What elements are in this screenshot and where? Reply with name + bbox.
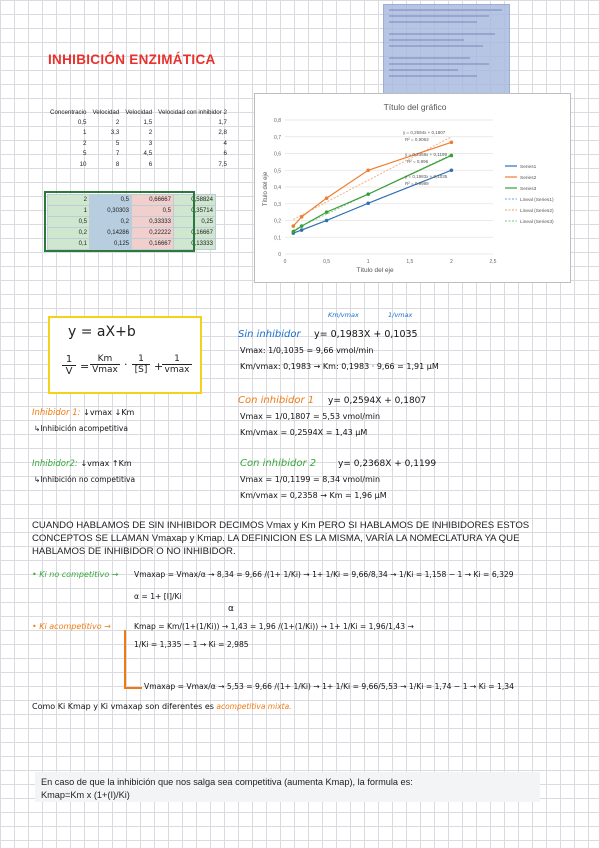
table-row bbox=[47, 128, 230, 139]
table-cell: 5 bbox=[115, 139, 120, 147]
table-cell[interactable]: 1 bbox=[48, 206, 90, 217]
competitive-note-line1: En caso de que la inhibición que nos salga sea competitiva (aumenta Kmap), la formula es: bbox=[41, 777, 413, 787]
table-cell: 4,5 bbox=[143, 150, 153, 158]
data-point bbox=[325, 219, 329, 223]
table-row bbox=[47, 117, 230, 128]
frac-num: 1 bbox=[65, 354, 73, 365]
table-cell[interactable]: 0,33333 bbox=[132, 217, 174, 228]
y-tick-label: 0,3 bbox=[274, 201, 281, 208]
inhibidor2-text: ↓vmax ↑Km bbox=[80, 459, 132, 468]
x-tick-label: 2,5 bbox=[489, 259, 497, 265]
frac-den: vmax bbox=[162, 364, 192, 375]
table-cell: 0,5 bbox=[77, 118, 87, 126]
annotation-top: Km/vmax bbox=[328, 311, 359, 319]
data-point bbox=[325, 210, 329, 214]
x-tick-label: 0 bbox=[283, 259, 287, 265]
competitive-note-line2: Kmap=Km x (1+(I)/Ki) bbox=[41, 790, 130, 800]
con-inhibidor2-equation: y= 0,2368X + 0,1199 bbox=[338, 459, 437, 469]
table-header: Concentracio bbox=[50, 109, 87, 116]
trendline-equation: y = 0,2368x + 0,1199 bbox=[405, 152, 447, 157]
formula-box bbox=[48, 316, 202, 394]
inhibidor1-label: Inhibidor 1: bbox=[32, 408, 81, 418]
table-row bbox=[47, 149, 230, 160]
inhibidor2-label: Inhibidor2: bbox=[32, 459, 78, 469]
con-inhibidor1-label: Con inhibidor 1 bbox=[238, 395, 315, 406]
y-tick-label: 0,7 bbox=[274, 134, 281, 141]
sin-inhibidor-vmax: Vmax: 1/0,1035 = 9,66 vmol/min bbox=[240, 346, 374, 355]
table-row bbox=[47, 138, 230, 149]
legend-label: Lineal (Series3) bbox=[520, 220, 554, 225]
data-point bbox=[450, 141, 454, 145]
alpha-mark: α bbox=[228, 604, 234, 614]
trendline-equation: y = 0,2594x + 0,1807 bbox=[403, 130, 446, 135]
x-tick-label: 1,5 bbox=[406, 259, 414, 265]
table-cell[interactable]: 0,14286 bbox=[90, 228, 132, 239]
frac-den: V bbox=[62, 365, 76, 377]
table-cell[interactable]: 2 bbox=[48, 195, 90, 206]
table-cell[interactable]: 0,5 bbox=[48, 217, 90, 228]
plus-sign: + bbox=[154, 360, 164, 373]
conclusion-highlight: acompetitiva mixta. bbox=[216, 702, 292, 711]
table-cell: 8 bbox=[115, 160, 120, 168]
con-inhibidor1-equation: y= 0,2594X + 0,1807 bbox=[328, 396, 427, 406]
table-cell: 2 bbox=[83, 139, 87, 147]
sin-inhibidor-km: Km/vmax: 0,1983 → Km: 0,1983 · 9,66 = 1,91 µM bbox=[240, 362, 439, 371]
x-axis-label: Título del eje bbox=[356, 267, 394, 274]
x-tick-label: 1 bbox=[366, 259, 370, 265]
table-cell: 7,5 bbox=[218, 160, 227, 168]
con-inhibidor1-km: Km/vmax = 0,2594X = 1,43 µM bbox=[240, 428, 368, 437]
table-cell[interactable]: 0,2 bbox=[48, 228, 90, 239]
table-cell[interactable]: 0,5 bbox=[132, 206, 174, 217]
data-point bbox=[292, 224, 296, 228]
x-tick-label: 0,5 bbox=[323, 259, 331, 265]
table-cell[interactable]: 0,2 bbox=[90, 217, 132, 228]
table-cell[interactable]: 0,16667 bbox=[174, 228, 216, 239]
ki-ac-label: • Ki acompetitivo → bbox=[32, 622, 111, 631]
table-row bbox=[48, 217, 216, 228]
table-cell[interactable]: 0,66667 bbox=[132, 195, 174, 206]
data-point bbox=[300, 215, 304, 219]
data-point bbox=[366, 168, 370, 172]
table-header: Velocidad con inhibidor 2 bbox=[158, 109, 227, 116]
y-tick-label: 0,5 bbox=[274, 168, 281, 175]
table-cell: 5 bbox=[83, 150, 87, 158]
legend-label: Series2 bbox=[520, 176, 537, 181]
table-header: Velocidad bbox=[125, 109, 153, 116]
table-cell[interactable]: 0,30303 bbox=[90, 206, 132, 217]
table-row bbox=[48, 195, 216, 206]
reciprocal-table[interactable] bbox=[47, 194, 216, 250]
table-cell: 1,5 bbox=[143, 118, 153, 126]
legend-label: Series3 bbox=[520, 187, 537, 192]
series-line bbox=[293, 170, 451, 233]
table-cell[interactable]: 0,58824 bbox=[174, 195, 216, 206]
linear-equation: y = aX+b bbox=[68, 324, 136, 340]
table-cell: 3,3 bbox=[110, 129, 120, 137]
con-inhibidor1-vmax: Vmax = 1/0,1807 = 5,53 vmol/min bbox=[240, 412, 381, 421]
table-cell: 4 bbox=[223, 139, 227, 147]
data-table bbox=[47, 108, 230, 170]
ki-nc-label: • Ki no competitivo → bbox=[32, 570, 119, 579]
ki-ac-equation-1: Kmap = Km/(1+(1/Ki)) → 1,43 = 1,96 /(1+(1/Ki)) → 1+ 1/Ki = 1,96/1,43 → bbox=[134, 622, 414, 631]
equals-sign: = bbox=[80, 360, 90, 373]
table-cell[interactable]: 0,5 bbox=[90, 195, 132, 206]
inhibidor2-desc: ↳Inhibición no competitiva bbox=[34, 475, 136, 484]
table-row bbox=[48, 239, 216, 250]
table-cell: 6 bbox=[148, 160, 153, 168]
page-title: INHIBICIÓN ENZIMÁTICA bbox=[48, 52, 216, 67]
data-point bbox=[366, 192, 370, 196]
y-tick-label: 0 bbox=[278, 252, 281, 258]
table-cell[interactable]: 0,16667 bbox=[132, 239, 174, 250]
sin-inhibidor-label: Sin inhibidor bbox=[238, 329, 301, 340]
table-cell[interactable]: 0,22222 bbox=[132, 228, 174, 239]
table-cell: 2,8 bbox=[218, 129, 227, 137]
competitive-note-box bbox=[35, 772, 540, 802]
orange-bracket bbox=[124, 630, 142, 689]
y-tick-label: 0,8 bbox=[274, 118, 281, 124]
table-row bbox=[48, 228, 216, 239]
y-tick-label: 0,1 bbox=[274, 235, 281, 242]
trendline-equation: R² = 0,996 bbox=[407, 159, 429, 164]
data-point bbox=[450, 168, 454, 172]
table-cell[interactable]: 0,13333 bbox=[174, 239, 216, 250]
data-point bbox=[366, 201, 370, 205]
pasted-exercise-image bbox=[383, 4, 510, 102]
inhibidor1-desc: ↳Inhibición acompetitiva bbox=[34, 424, 128, 433]
y-axis-label: Título del eje bbox=[263, 171, 269, 207]
chart-svg bbox=[255, 94, 570, 282]
ki-ac-equation-1b: 1/Ki = 1,335 − 1 → Ki = 2,985 bbox=[134, 640, 249, 649]
table-cell: 7 bbox=[115, 150, 120, 158]
table-cell[interactable]: 0,35714 bbox=[174, 206, 216, 217]
explanation-paragraph: CUANDO HABLAMOS DE SIN INHIBIDOR DECIMOS Vmax y Km PERO SI HABLAMOS DE INHIBIDORES ESTOS CONCEPTOS SE LLAMAN Vmaxap y Kmap. LA DEFINICION ES LA MISMA, VARÍA LA NOMECLATURA YA QUE HABLAMOS DE INHIBIDOR O NO INHIBIDOR. bbox=[32, 520, 530, 557]
trendline-equation: R² = 0,9063 bbox=[405, 137, 429, 142]
table-cell: 3 bbox=[148, 139, 153, 147]
con-inhibidor2-km: Km/vmax = 0,2358 → Km = 1,96 µM bbox=[240, 491, 387, 500]
data-point bbox=[325, 196, 329, 200]
table-header: Velocidad bbox=[92, 109, 120, 116]
y-tick-label: 0,6 bbox=[274, 151, 281, 158]
data-point bbox=[300, 228, 304, 232]
chart-title: Título del gráfico bbox=[383, 102, 447, 112]
legend-label: Series1 bbox=[520, 165, 537, 170]
trendline-equation: R² = 0,9989 bbox=[405, 181, 429, 186]
table-cell: 10 bbox=[79, 160, 87, 168]
chart-container[interactable] bbox=[254, 93, 571, 283]
table-cell[interactable]: 0,125 bbox=[90, 239, 132, 250]
data-point bbox=[292, 230, 296, 234]
dot: · bbox=[124, 358, 128, 371]
x-tick-label: 2 bbox=[450, 259, 453, 265]
table-cell: 1 bbox=[83, 129, 87, 137]
con-inhibidor2-vmax: Vmax = 1/0,1199 = 8,34 vmol/min bbox=[240, 475, 381, 484]
frac-den: Vmax bbox=[90, 364, 120, 375]
table-cell: 2 bbox=[148, 129, 153, 137]
sin-inhibidor-equation: y= 0,1983X + 0,1035 bbox=[314, 329, 418, 340]
inhibidor1-text: ↓vmax ↓Km bbox=[83, 408, 135, 417]
conclusion-text: Como Ki Kmap y Ki vmaxap son diferentes es bbox=[32, 702, 214, 711]
table-row bbox=[48, 206, 216, 217]
trendline-equation: y = 0,1983x + 0,1035 bbox=[405, 174, 448, 179]
frac-den: [S] bbox=[132, 364, 150, 375]
frac-num: 1 bbox=[174, 354, 180, 364]
y-tick-label: 0,2 bbox=[274, 218, 281, 225]
table-row bbox=[47, 159, 230, 170]
y-tick-label: 0,4 bbox=[274, 185, 281, 191]
data-point bbox=[450, 154, 454, 158]
table-cell[interactable]: 0,25 bbox=[174, 217, 216, 228]
annotation-top: 1/vmax bbox=[388, 311, 413, 319]
frac-num: 1 bbox=[138, 354, 144, 364]
ki-ac-equation-2: Vmaxap = Vmax/α → 5,53 = 9,66 /(1+ 1/Ki) → 1+ 1/Ki = 9,66/5,53 → 1/Ki = 1,74 − 1 → Ki = 1,34 bbox=[144, 682, 514, 691]
data-point bbox=[300, 224, 304, 228]
legend-label: Lineal (Series1) bbox=[520, 198, 554, 203]
ki-nc-equation: Vmaxap = Vmax/α → 8,34 = 9,66 /(1+ 1/Ki) → 1+ 1/Ki = 9,66/8,34 → 1/Ki = 1,158 − 1 → Ki = 6,329 bbox=[134, 570, 514, 579]
frac-num: Km bbox=[97, 354, 113, 364]
table-cell[interactable]: 0,1 bbox=[48, 239, 90, 250]
legend-label: Lineal (Series2) bbox=[520, 209, 554, 214]
table-cell: 6 bbox=[223, 150, 227, 158]
table-cell: 1,7 bbox=[218, 118, 227, 126]
con-inhibidor2-label: Con inhibidor 2 bbox=[240, 458, 317, 469]
ki-nc-alpha: α = 1+ [I]/Ki bbox=[134, 592, 182, 601]
table-cell: 2 bbox=[115, 118, 120, 126]
